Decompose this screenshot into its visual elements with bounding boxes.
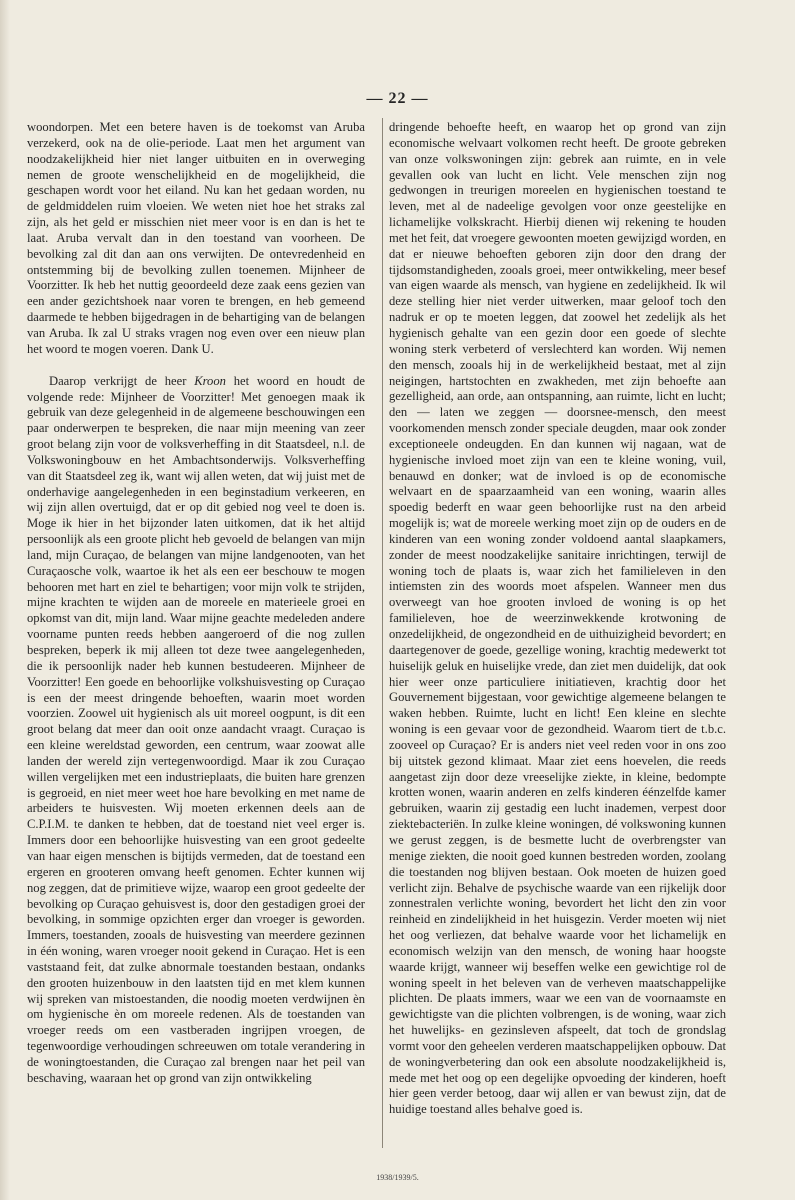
page-edge-shadow	[0, 0, 10, 1200]
column-divider	[382, 118, 383, 1148]
speaker-name: Kroon	[194, 373, 226, 388]
left-paragraph-1: woondorpen. Met een betere haven is de toekomst van Aruba verzekerd, ook na de olie-periode. Laat men het argument van noodzakelijkheid hier niet langer uitbuiten en in overweging nemen de groote wenschelijkheid en de mogelijkheid, die geschapen wordt voor het eiland. Nu kan het gedaan worden, nu de geldmiddelen ruim vloeien. We weten niet hoe het straks zal zijn, als het geld er misschien niet meer voor is en dan is het te laat. Aruba vervalt dan in den toestand van voorheen. De bevolking zal dit dan aan ons verwijten. De ontevredenheid en ontstemming bij de bevolking zullen toenemen. Mijnheer de Voorzitter. Ik heb het nuttig geoordeeld deze zaak eens gezien van een ander gezichtshoek naar voren te brengen, en heb gemeend daarmede te hebben bijgedragen in de behartiging van de belangen van Aruba. Ik zal U straks vragen nog even over een nieuw plan het woord te mogen voeren. Dank U.	[27, 120, 365, 356]
left-column	[27, 120, 365, 1087]
page-number: — 22 —	[366, 90, 429, 107]
footer-code: 1938/1939/5.	[376, 1173, 419, 1182]
paragraph-intro: Daarop verkrijgt de heer	[49, 373, 195, 388]
paragraph-body: het woord en houdt de volgende rede: Mijnheer de Voorzitter! Met genoegen maak ik gebruik van deze gelegenheid in de algemeene beschouwingen een paar onderwerpen te bespreken, die naar mijn meening van zeer groot belang zijn voor de volksverheffing in dit Staatsdeel, n.l. de Volkswoningbouw en het Ambachtsonderwijs. Volksverheffing van dit Staatsdeel zeg ik, want wij allen weten, dat wij juist met de onderhavige aangelegenheden in een beginstadium verkeeren, en wij zijn allen overtuigd, dat er op dit gebied nog veel te doen is. Moge ik hier in het bijzonder laten uitkomen, dat ik het altijd persoonlijk als een groote plicht heb gevoeld de belangen van mijn land, mijn Curaçao, de belangen van mijne landgenooten, van het Curaçaosche volk, waartoe ik het als een eer beschouw te mogen behooren met hart en ziel te behartigen; voor mijn volk te strijden, mijne krachten te wijden aan de moreele en materieele groei en opkomst van dit, mijn land. Waar mijne geachte medeleden andere voorname punten reeds hebben aangeroerd of die nog zullen bespreken, beperk ik mij alleen tot deze twee aangelegenheden, die ik persoonlijk nader heb kunnen bestudeeren. Mijnheer de Voorzitter! Een goede en behoorlijke volkshuisvesting op Curaçao is een der meest dringende behoeften, waarin moet worden voorzien. Zoowel uit hygienisch als uit moreel oogpunt, is dit een groot belang dat meer dan ooit onze aandacht vraagt. Curaçao is een kleine wereldstad geworden, een centrum, waar zoowat alle landen der wereld zijn vertegenwoordigd. Maar ik zou Curaçao willen vergelijken met een industrieplaats, die buiten hare grenzen is gegroeid, en niet meer weet hoe hare bevolking en met name de arbeiders te huisvesten. Wij moeten erkennen deels aan de C.P.I.M. te danken te hebben, dat de toestand niet veel erger is. Immers door een behoorlijke huisvesting van een groot gedeelte van haar eigen menschen is bijtijds vermeden, dat de toestand een ergeren en grooteren omvang heeft genomen. Echter kunnen wij nog zeggen, dat de primitieve wijze, waarop een groot gedeelte der bevolking op Curaçao gehuisvest is, door den gestadigen groei der bevolking, in sommige opzichten erger dan vroeger is geworden. Immers, toestanden, zooals de huisvesting van meerdere gezinnen in één woning, waren vroeger nooit gekend in Curaçao. Het is een vaststaand feit, dat zulke abnormale toestanden bestaan, ondanks den grooten huizenbouw in den laatsten tijd en met klem kunnen wij spreken van mistoestanden, die noodig moeten verdwijnen èn om hygienische èn om moreele redenen. Als de toestanden van vroeger reeds om een vastberaden ingrijpen vroegen, de tegenwoordige verhoudingen schreeuwen om totale verandering in de woningtoestanden, die Curaçao zal brengen naar het peil van beschaving, waaraan het op grond van zijn ontwikkeling	[27, 373, 365, 1085]
right-column	[389, 120, 726, 1118]
right-paragraph-1: dringende behoefte heeft, en waarop het op grond van zijn economische welvaart volkomen recht heeft. De groote gebreken van onze volkswoningen zijn: gebrek aan ruimte, en in vele gevallen ook van lucht en licht. Vele menschen zijn nog gedwongen in treurigen moreelen en hygienischen toestand te leven, met al de nadeelige gevolgen voor onze geestelijke en lichamelijke volkskracht. Hierbij dienen wij rekening te houden met het feit, dat vroegere gewoonten moeten gewijzigd worden, en dat er nieuwe behoeften geboren zijn door den drang der tijdsomstandigheden, zooals groei, meer ontwikkeling, meer besef van eigen waarde als mensch, van hygiene en zedelijkheid. Ik wil deze stelling hier niet verder uitwerken, maar geloof toch den nadruk er op te moeten leggen, dat zoowel het zedelijk als het hygienisch gehalte van een gezin door een goede of slechte woning sterk verbeterd of verslechterd kan worden. Wij nemen den mensch, zooals hij in de werkelijkheid bestaat, met al zijn neigingen, hartstochten en zwakheden, met zijn behoefte aan gezelligheid, aan orde, aan ontspanning, aan ruimte, licht en lucht; den — laten we zeggen — doorsnee-mensch, den meest voorkomenden mensch zonder speciale deugden, maar ook zonder exceptioneele ondeugden. En dan kunnen wij nagaan, wat de hygienische invloed moet zijn van een te kleine woning, vuil, benauwd en donker; wat de invloed is op de economische welvaart en de spaarzaamheid van een woning, waarin alles spoedig bederft en waar geen behoorlijke rust na den arbeid mogelijk is; wat de moreele werking moet zijn op de ouders en de kinderen van een woning zonder voldoend aantal slaapkamers, zonder de meest noodzakelijke sanitaire inrichtingen, terwijl de woning toch de plaats is, waar zich het familieleven in den intiemsten zin des woords moet afspelen. Wanneer men dus overweegt van hoe grooten invloed de woning is op het familieleven, hoe de weerzinwekkende krotwoning de onzedelijkheid, de ongezondheid en de uithuizigheid bevordert; en daartegenover de goede, gezellige woning, krachtig medewerkt tot huiselijk geluk en huiselijke vrede, dan ziet men duidelijk, dat ook hier weer onze particuliere initiatieven, krachtig door het Gouvernement bijgestaan, voor gewichtige algemeene belangen te waken hebben. Ruimte, lucht en licht! Een kleine en slechte woning is een gevaar voor de gezondheid. Waarom tiert de t.b.c. zooveel op Curaçao? Er is anders niet veel reden voor in ons zoo bij uitstek gezond klimaat. Maar ziet eens hoevelen, die reeds aangetast zijn door deze vreeselijke ziekte, in kleine, bedompte krotten wonen, waarin anderen en zelfs kinderen éénzelfde kamer gebruiken, waarin zij gestadig een lucht inademen, verpest door ziektebacteriën. In zulke kleine woningen, dé volkswoning kunnen we gerust zeggen, is de besmette lucht de overbrengster van menige ziekten, die nooit goed kunnen bestreden worden, zoolang die toestanden nog blijven bestaan. Ook moeten de huizen goed verlicht zijn. Behalve de psychische waarde van een rijkelijk door zonnestralen verlichte woning, bevordert het licht den zin voor reinheid en zindelijkheid in het huisgezin. Verder moeten wij niet het oog verliezen, dat behalve waarde voor het lichamelijk en economisch welzijn van den mensch, de woning haar hoogste waarde krijgt, wanneer wij beseffen welke een gewichtige rol de woning speelt in het beleven van de verheven maatschappelijke plichten. De plaats immers, waar we een van de voornaamste en gewichtigste van die plichten volbrengen, is de woning, waar zich het huwelijks- en gezinsleven afspeelt, dat toch de grondslag vormt voor den geheelen verderen maatschappelijken opbouw. Dat de woningverbetering dan ook een absolute noodzakelijkheid is, mede met het oog op een degelijke opvoeding der kinderen, hoeft hier geen verder betoog, daar wij allen er van bewust zijn, dat de huidige toestand alles behalve goed is.	[389, 120, 726, 1117]
left-paragraph-2	[27, 374, 365, 1087]
